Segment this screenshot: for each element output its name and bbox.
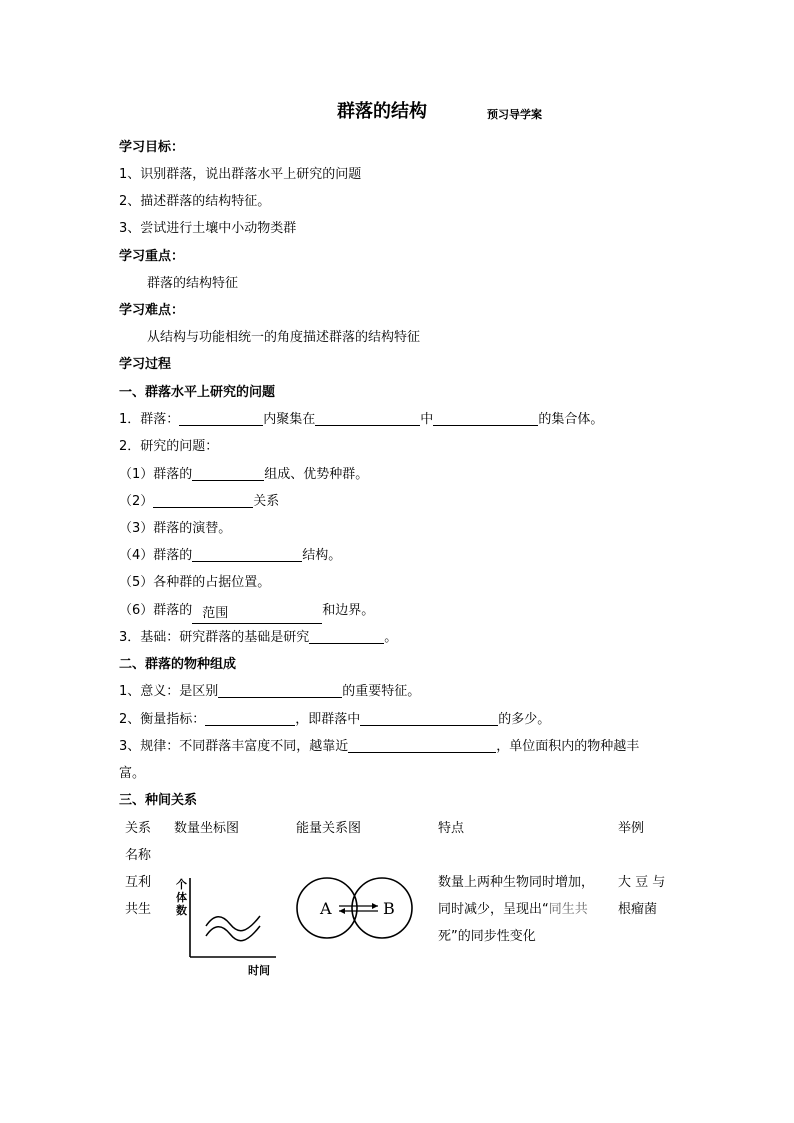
section3-heading: 三、种间关系 (119, 793, 198, 808)
feature-text: 死”的同步性变化 (438, 929, 536, 944)
blank-field[interactable] (433, 411, 538, 426)
blank-field[interactable] (360, 711, 498, 726)
key-point-text: 群落的结构特征 (147, 276, 239, 291)
x-label: 时间 (248, 964, 270, 977)
table-header-graph: 数量坐标图 (174, 821, 240, 836)
blank-field[interactable] (205, 711, 295, 726)
blank-field[interactable] (192, 466, 264, 481)
question-basis (119, 629, 397, 647)
blank-field[interactable] (315, 411, 420, 426)
list-item (119, 602, 374, 624)
text: （4）群落的 (119, 548, 193, 563)
blank-field[interactable] (153, 493, 253, 508)
goal-item: 1、识别群落，说出群落水平上研究的问题 (119, 167, 362, 182)
feature-text: 数量上两种生物同时增加， (438, 875, 595, 890)
filled-blank[interactable] (192, 605, 322, 624)
text: 的集合体。 (538, 412, 604, 427)
text: 。 (384, 630, 398, 645)
blank-field[interactable] (348, 738, 496, 753)
example-text: 大 豆 与 (618, 875, 666, 890)
page-title: 群落的结构 (337, 101, 427, 122)
table-header-name-cont: 名称 (125, 848, 152, 863)
text: 组成、优势种群。 (264, 467, 369, 482)
text: 内聚集在 (263, 412, 316, 427)
section2-heading: 二、群落的物种组成 (119, 657, 237, 672)
difficulty-text: 从结构与功能相统一的角度描述群落的结构特征 (147, 330, 421, 345)
text: 同时减少，呈现出“ (438, 902, 549, 917)
text: 的重要特征。 (342, 684, 421, 699)
text: （6）群落的 (119, 603, 193, 618)
text: （2） (119, 494, 154, 509)
text: 1．群落： (119, 412, 180, 427)
example-text: 根瘤菌 (618, 902, 658, 917)
table-header-example: 举例 (618, 821, 645, 836)
text: 3、规律：不同群落丰富度不同，越靠近 (119, 739, 349, 754)
question-measure (119, 711, 550, 729)
y-label: 个 (176, 878, 187, 891)
population-graph (170, 870, 280, 980)
quoted-text: 同生共 (548, 902, 588, 917)
energy-diagram (294, 876, 414, 942)
relation-name: 互利 (125, 875, 152, 890)
table-header-energy: 能量关系图 (296, 821, 362, 836)
organism-b-label: B (383, 899, 395, 918)
organism-b-circle (352, 878, 412, 938)
goal-item: 3、尝试进行土壤中小动物类群 (119, 221, 297, 236)
page-subtitle: 预习导学案 (487, 108, 542, 121)
question-rule (119, 738, 639, 756)
text: 1、意义：是区别 (119, 684, 219, 699)
list-item: （5）各种群的占据位置。 (119, 575, 271, 590)
blank-field[interactable] (179, 411, 263, 426)
blank-field[interactable] (309, 629, 384, 644)
blank-field[interactable] (218, 683, 342, 698)
text: （1）群落的 (119, 467, 193, 482)
text: ，单位面积内的物种越丰 (496, 739, 640, 754)
question-rule-cont: 富。 (119, 766, 146, 781)
goals-heading: 学习目标： (119, 140, 185, 155)
text: ，即群落中 (295, 712, 361, 727)
goal-item: 2、描述群落的结构特征。 (119, 194, 271, 209)
text: 和边界。 (322, 603, 375, 618)
blank-field[interactable] (192, 547, 302, 562)
arrow-head (339, 908, 345, 914)
question-significance (119, 683, 420, 701)
process-heading: 学习过程 (119, 357, 172, 372)
text: 结构。 (302, 548, 342, 563)
table-header-feature: 特点 (438, 821, 465, 836)
text: 的多少。 (498, 712, 551, 727)
list-item (119, 466, 368, 484)
difficulty-heading: 学习难点： (119, 303, 185, 318)
text: 3．基础：研究群落的基础是研究 (119, 630, 310, 645)
y-label: 体 (176, 891, 187, 904)
arrow-head (372, 903, 378, 909)
question-community-definition (119, 411, 603, 429)
section1-heading: 一、群落水平上研究的问题 (119, 385, 276, 400)
organism-a-label: A (320, 899, 332, 918)
filled-text: 范围 (202, 606, 229, 621)
question-research-issues: 2．研究的问题： (119, 439, 219, 454)
text: 2、衡量指标： (119, 712, 206, 727)
text: 关系 (253, 494, 280, 509)
relation-name: 共生 (125, 902, 152, 917)
table-header-name: 关系 (125, 821, 152, 836)
feature-text (438, 901, 588, 919)
list-item: （3）群落的演替。 (119, 521, 232, 536)
y-label: 数 (176, 904, 187, 917)
key-point-heading: 学习重点： (119, 249, 185, 264)
list-item (119, 547, 341, 565)
text: 中 (420, 412, 434, 427)
list-item (119, 493, 279, 511)
